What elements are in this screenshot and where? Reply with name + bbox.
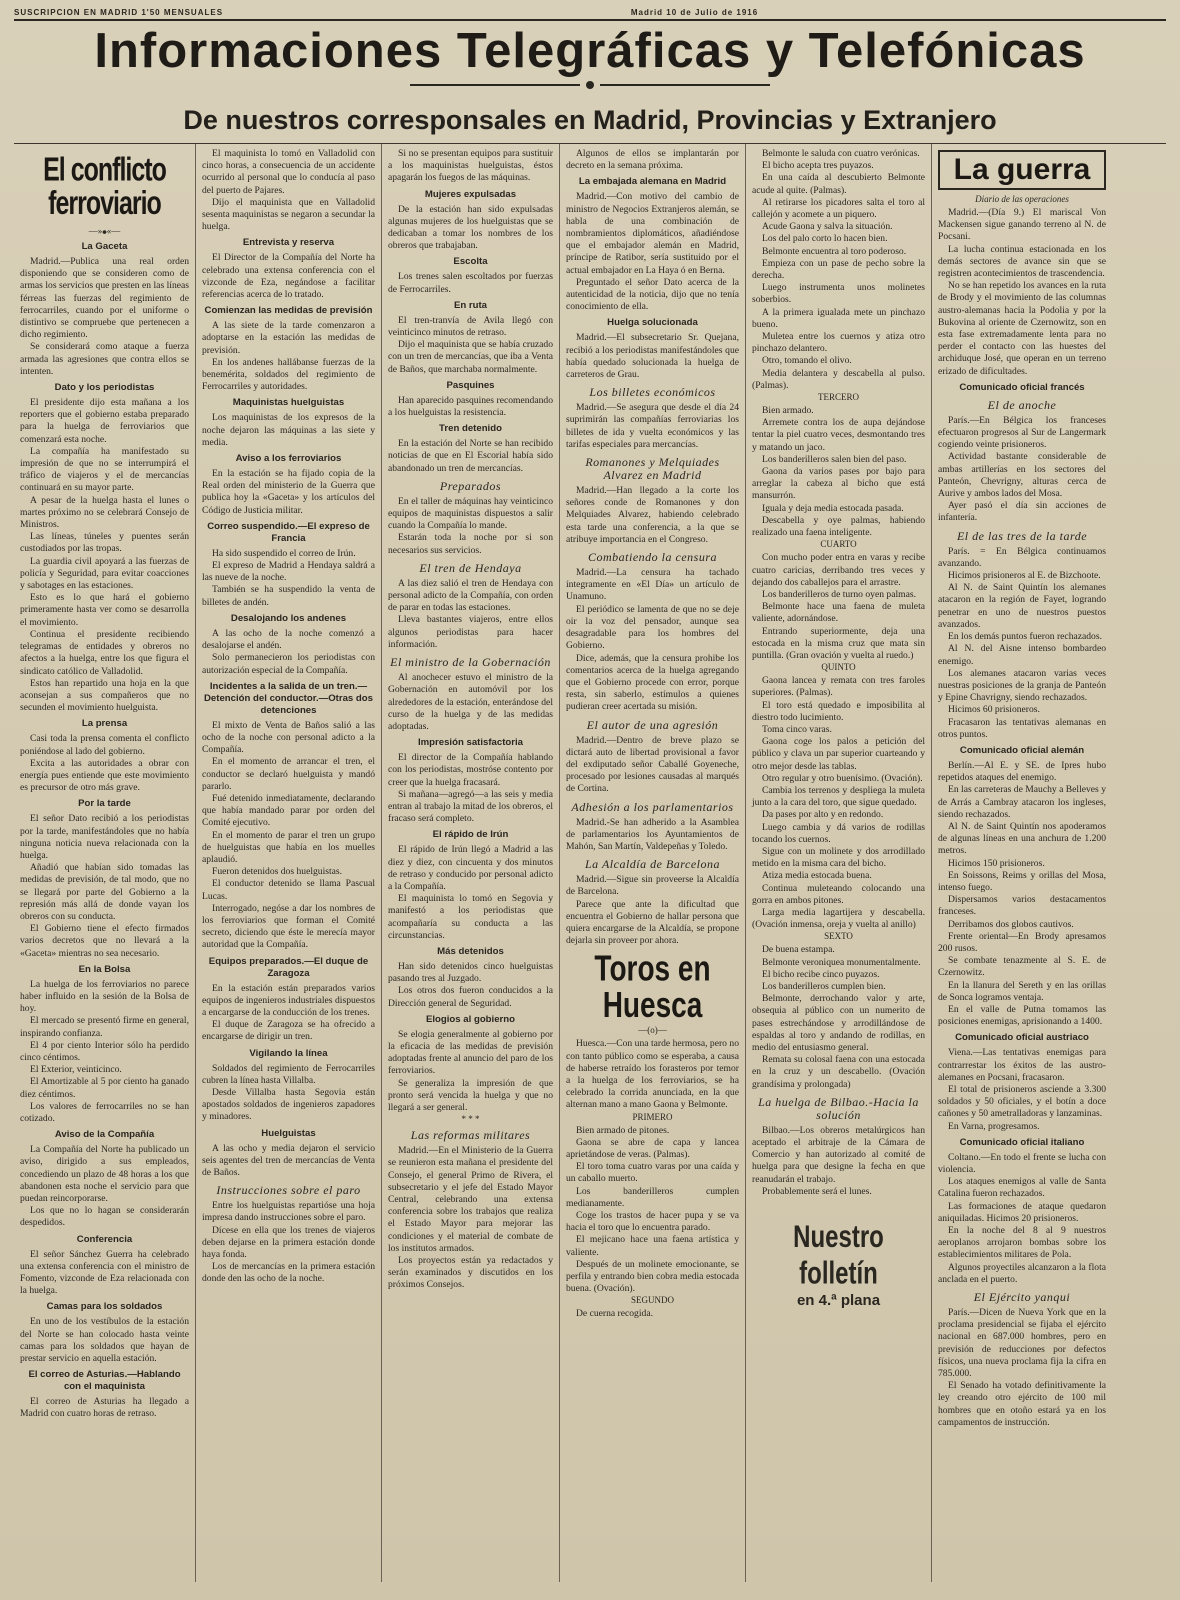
ornament-rule-icon	[410, 79, 770, 91]
paragraph: A las ocho y media dejaron el servicio seis agentes del tren de mercancías de Venta de Baños.	[202, 1142, 375, 1178]
subheading: Pasquines	[446, 379, 495, 391]
section-heading: Romanones y Melquiades Alvarez en Madrid	[585, 455, 720, 483]
paragraph: Al retirarse los picadores salta el toro al callejón y acomete a un piquero.	[752, 196, 925, 221]
paragraph: A la primera igualada mete un pinchazo bueno.	[752, 306, 925, 330]
paragraph: Los banderilleros de turno oyen palmas.	[762, 588, 916, 600]
paragraph: Madrid.—Con motivo del cambio de ministro de Negocios Extranjeros alemán, se habla de una combinación de nombramientos diplomáticos, añadiéndose que el embajador alemán en Madrid, príncipe de Ratibor, sería sustituido por el actual embajador en La Haya ó en Berna.	[566, 191, 739, 276]
bull-heading: CUARTO	[820, 539, 857, 550]
paragraph: Algunos de ellos se implantarán por decreto en la semana próxima.	[566, 148, 739, 172]
paragraph: Hicimos 60 prisioneros.	[948, 704, 1040, 716]
column-2	[196, 144, 382, 1582]
paragraph: En el valle de Putna tomamos las posiciones enemigas, aprisionando a 1400.	[938, 1003, 1106, 1028]
paragraph: El bicho acepta tres puyazos.	[762, 160, 874, 172]
paragraph: Empieza con un pase de pecho sobre la derecha.	[752, 257, 925, 282]
paragraph: El bicho recibe cinco puyazos.	[762, 968, 880, 980]
paragraph: Dijo el maquinista que en Valladolid sesenta maquinistas se negaron a secundar la huelga.	[202, 196, 375, 233]
subheading: Maquinistas huelguistas	[232, 397, 345, 409]
paragraph: A las siete de la tarde comenzaron a adoptarse en la estación las medidas de previsión.	[202, 320, 375, 356]
folletin-page: en 4.ª plana	[796, 1292, 881, 1310]
paragraph: Madrid.—Se asegura que desde el día 24 suprimirán las compañías ferroviarias los billetes de ida y vuelta económicos y las tarifas especiales para mercancías.	[566, 402, 739, 450]
section-masthead: Informaciones Telegráficas y Telefónicas	[94, 24, 1086, 78]
paragraph: De buena estampa.	[762, 944, 835, 956]
paragraph: Ayer pasó el día sin acciones de infantería.	[938, 500, 1106, 524]
paragraph: Fueron detenidos dos huelguistas.	[212, 866, 343, 878]
subheading: En ruta	[453, 299, 488, 311]
section-heading: El Ejército yanqui	[973, 1290, 1071, 1305]
paragraph: Otro, tomando el olivo.	[762, 355, 852, 367]
paragraph: El 4 por ciento Interior sólo ha perdido cinco céntimos.	[20, 1039, 189, 1063]
paragraph: Preguntado el señor Dato acerca de la autenticidad de la noticia, dijo que no tenía conocimiento de ella.	[566, 276, 739, 313]
paragraph: Madrid.—La censura ha tachado íntegramente en «El Día» un artículo de Unamuno.	[566, 567, 739, 603]
paragraph: Entre los huelguistas repartióse una hoja impresa dando instrucciones sobre el paro.	[202, 1200, 375, 1224]
paragraph: Los ataques enemigos al valle de Santa Catalina fueron rechazados.	[938, 1176, 1106, 1200]
paragraph: Soldados del regimiento de Ferrocarriles cubren la línea hasta Villalba.	[202, 1062, 375, 1086]
subheading: Tren detenido	[439, 423, 502, 435]
paragraph: En Soissons, Reims y orillas del Mosa, intenso fuego.	[938, 869, 1106, 893]
subheading: Mujeres expulsadas	[424, 188, 517, 200]
paragraph: Han sido detenidos cinco huelguistas pasando tres al Juzgado.	[388, 960, 553, 985]
paragraph: Remata su colosal faena con una estocada en la cruz y un descabello. (Ovación grandísima y prolongada)	[752, 1054, 925, 1090]
paragraph: Bilbao.—Los obreros metalúrgicos han aceptado el arbitraje de la Cámara de Comercio y han autorizado al comité de huelga para que designe la fecha en que reanudarán el trabajo.	[752, 1124, 925, 1185]
paragraph: Continua muleteando colocando una gorra en ambos pitones.	[752, 882, 925, 906]
paragraph: Coge los trastos de hacer pupa y se va hacia el toro que lo encuentra parado.	[566, 1210, 739, 1234]
paragraph: En la llanura del Sereth y en las orillas de Sonca logramos ventaja.	[938, 979, 1106, 1003]
paragraph: Desde Villalba hasta Segovia están apostados soldados de ingenieros zapadores y minadores.	[202, 1086, 375, 1123]
paragraph: Dícese en ella que los trenes de viajeros deben dejarse en la primera estación donde haya fonda.	[202, 1224, 375, 1261]
subheading: Por la tarde	[78, 798, 131, 810]
section-heading: El de las tres de la tarde	[956, 528, 1088, 543]
paragraph: Esto es lo que hará el gobierno primeramente hasta ver como se desarrolla el movimiento.	[20, 592, 189, 628]
subheading: La Gaceta	[81, 241, 128, 252]
paragraph: De cuerna recogida.	[576, 1308, 653, 1320]
subheading: Aviso a los ferroviarios	[235, 453, 342, 465]
subheading: Comunicado oficial alemán	[959, 744, 1085, 756]
paragraph: Al anochecer estuvo el ministro de la Gobernación en automóvil por los alrededores de la estación, enterándose del curso de la huelga y de las medidas adoptadas.	[388, 672, 553, 732]
paragraph: El toro está quedado e imposibilita al diestro todo lucimiento.	[752, 699, 925, 723]
paragraph: Al N. del Aisne intenso bombardeo enemigo.	[938, 643, 1106, 667]
bull-heading: TERCERO	[817, 392, 859, 403]
article-columns	[14, 143, 1166, 1582]
paragraph: Da pases por alto y en redondo.	[762, 809, 884, 821]
paragraph: A las ocho de la noche comenzó a desalojarse el andén.	[202, 627, 375, 652]
paragraph: También se ha suspendido la venta de billetes de andén.	[202, 584, 375, 608]
paragraph: No se han repetido los avances en la ruta de Brody y el movimiento de las columnas austro-alemanas hacia la Podolia y por la Bukovina al oriente de Czernowitz, son en esta fase extremadamente lenta para no perder el contacto con las huestes del archiduque José, que operan en un terreno erizado de dificultades.	[938, 280, 1106, 377]
paragraph: Al N. de Saint Quintín los alemanes atacaron en la región de Fayet, logrando penetrar en uno de nuestros puestos avanzados.	[938, 582, 1106, 630]
bull-heading: PRIMERO	[632, 1111, 673, 1122]
section-heading: Preparados	[439, 478, 502, 493]
paragraph: El Senado ha votado definitivamente la ley creando otro ejército de 100 mil hombres que en otoño estará ya en los campamentos de instrucción.	[938, 1380, 1106, 1428]
subheading: Aviso de la Compañía	[54, 1129, 155, 1141]
paragraph: Belmonte veroniquea monumentalmente.	[762, 956, 921, 968]
paragraph: Acude Gaona y salva la situación.	[762, 221, 893, 233]
paragraph: El señor Dato recibió a los periodistas por la tarde, manifestándoles que no había ninguna noticia nueva relacionada con la huelga.	[20, 813, 189, 861]
operations-caption: Diario de las operaciones	[975, 194, 1069, 204]
headline-conflicto: El conflicto ferroviario	[43, 150, 166, 223]
paragraph: Gaona se abre de capa y lancea aprietándose de veras. (Palmas).	[566, 1136, 739, 1160]
subheading: En la Bolsa	[78, 963, 131, 975]
paragraph: Los banderilleros cumplen medianamente.	[566, 1185, 739, 1209]
paragraph: Hicimos prisioneros al E. de Bizchoote.	[948, 570, 1101, 582]
bull-heading: SEXTO	[824, 931, 853, 942]
paragraph: El toro toma cuatro varas por una caída y un caballo muerto.	[566, 1161, 739, 1185]
column-5	[746, 144, 932, 1582]
paragraph: Dijo el maquinista que se había cruzado con un tren de mercancías, que iba a Venta de Baños, que marchaba normalmente.	[388, 339, 553, 375]
paragraph: Ha sido suspendido el correo de Irún.	[212, 547, 356, 559]
paragraph: Parece que ante la dificultad que encuentra el Gobierno de hallar persona que quiera encargarse de la Alcaldía, se propone dejarla sin proveer por ahora.	[566, 898, 739, 947]
paragraph: Solo permanecieron los periodistas con autorización especial de la Compañía.	[202, 652, 375, 676]
paragraph: Se combate tenazmente al S. E. de Czernowitz.	[938, 955, 1106, 979]
subheading: Camas para los soldados	[46, 1301, 163, 1313]
paragraph: Con mucho poder entra en varas y recibe cuatro caricias, derribando tres veces y dejando dos caballejos para el arrastre.	[752, 552, 925, 588]
section-heading: Los billetes económicos	[589, 385, 716, 400]
paragraph: El Gobierno tiene el efecto firmados varios decretos que no llevará a la «Gaceta» mientras no sea necesario.	[20, 923, 189, 959]
paragraph: Después de un molinete emocionante, se perfila y entrando bien cobra media estocada buena. (Ovación).	[566, 1258, 739, 1295]
paragraph: Estarán toda la noche por si son necesarios sus servicios.	[388, 532, 553, 556]
paragraph: Dice, además, que la censura prohibe los comentarios acerca de la huelga agregando que el Gobierno procede con error, porque resta, sin saberlo, estímulos a quienes pudieran creer acertada su misión.	[566, 652, 739, 713]
section-heading: Adhesión a los parlamentarios	[571, 799, 734, 814]
paragraph: Iguala y deja media estocada pasada.	[762, 502, 904, 514]
paragraph: Continua el presidente recibiendo telegramas de entidades y obreros no afectos a la huelga, entre los que figura el sindicato católico de Valladolid.	[20, 628, 189, 677]
paragraph: En la estación se ha fijado copia de la Real orden del ministerio de la Guerra que publica hoy la «Gaceta» y los artículos del Código de Justicia militar.	[202, 468, 375, 516]
paragraph: La Compañía del Norte ha publicado un aviso, dirigido a sus empleados, concediendo un plazo de 48 horas a los que abandonen esta noche el servicio para que puedan reincorporarse.	[20, 1144, 189, 1205]
paragraph: Lleva bastantes viajeros, entre ellos algunos periodistas para hacer información.	[388, 614, 553, 650]
subheading: Impresión satisfactoria	[417, 737, 524, 749]
paragraph: Madrid.—Dentro de breve plazo se dictará auto de libertad provisional a favor del exdiputado señor Caballé Goyeneche, procesado por lesiones causadas al marqués de Cortina.	[566, 734, 739, 795]
paragraph: Belmonte hace una faena de muleta valiente, adornándose.	[752, 601, 925, 625]
paragraph: Madrid.—Han llegado a la corte los señores conde de Romanones y don Melquiades Alvarez, habiendo celebrado esta tarde una conferencia, a la que se atribuye importancia en el Congreso.	[566, 485, 739, 545]
section-heading: Combatiendo la censura	[588, 550, 717, 565]
section-heading: Las reformas militares	[410, 1128, 531, 1143]
section-heading: La huelga de Bilbao.-Hacia la solución	[758, 1094, 919, 1122]
paragraph: El Amortizable al 5 por ciento ha ganado diez céntimos.	[20, 1076, 189, 1100]
paragraph: El maquinista lo tomó en Valladolid con cinco horas, a consecuencia de un accidente ocurrido al personal que lo conducía al paso del puerto de Pajares.	[202, 148, 375, 196]
paragraph: El tren-tranvía de Avila llegó con veinticinco minutos de retraso.	[388, 314, 553, 339]
paragraph: Otro regular y otro buenísimo. (Ovación).	[762, 772, 923, 784]
section-heading: El ministro de la Gobernación	[390, 655, 551, 670]
subheading: Entrevista y reserva	[242, 237, 335, 249]
paragraph: Probablemente será el lunes.	[762, 1185, 872, 1197]
subheading: Equipos preparados.—El duque de Zaragoza	[208, 955, 369, 979]
subheading: Escolta	[453, 256, 488, 268]
paragraph: Casi toda la prensa comenta el conflicto poniéndose al lado del gobierno.	[20, 733, 189, 757]
paragraph: Han aparecido pasquines recomendando a los huelguistas la resistencia.	[388, 394, 553, 419]
paragraph: El maquinista lo tomó en Segovia y manifestó a los periodistas que acompañaría su conducta a las circunstancias.	[388, 893, 553, 941]
paragraph: El señor Sánchez Guerra ha celebrado una extensa conferencia con el ministro de Fomento, vizconde de Eza relacionada con la huelga.	[20, 1248, 189, 1297]
paragraph: El periódico se lamenta de que no se deje oir la voz del pensador, aunque sea desagradable para los hombres del Gobierno.	[566, 603, 739, 652]
paragraph: Muletea entre los cuernos y atiza otro pinchazo delantero.	[752, 331, 925, 355]
section-heading: El de anoche	[987, 397, 1057, 412]
paragraph: Las formaciones de ataque quedaron aniquiladas. Hicimos 20 prisioneros.	[938, 1200, 1106, 1224]
paragraph: Berlín.—Al E. y SE. de Ipres hubo repetidos ataques del enemigo.	[938, 759, 1106, 784]
paragraph: Viena.—Las tentativas enemigas para contrarrestar los éxitos de las austro-alemanes en Pocsani, fracasaron.	[938, 1047, 1106, 1083]
paragraph: Arremete contra los de aupa dejándose tentar la piel cuatro veces, desmontando tres y matando un jaco.	[752, 417, 925, 453]
folletin-title: Nuestro folletín	[793, 1219, 884, 1292]
paragraph: La compañía ha manifestado su impresión de que no se interrumpirá el tráfico de viajeros y el de mercancías continuará en su mayor parte.	[20, 445, 189, 494]
paragraph: Belmonte, derrochando valor y arte, obsequia al público con un numerito de pases estrechándose y arrodillándose de espaldas al toro y andando de rodillas, en medio del entusiasmo general.	[752, 993, 925, 1054]
paragraph: El correo de Asturias ha llegado a Madrid con cuatro horas de retraso.	[20, 1396, 189, 1420]
subheading: Comunicado oficial francés	[959, 381, 1085, 393]
bull-heading: QUINTO	[821, 662, 856, 673]
paragraph: Añadió que habían sido tomadas las medidas de previsión, de tal modo, que no se llegará por parte del Gobierno a la represión más allá de donde vayan los obreros con su conducta.	[20, 862, 189, 922]
paragraph: En la noche del 8 al 9 nuestros aeroplanos arrojaron bombas sobre los establecimientos militares de Pola.	[938, 1225, 1106, 1261]
subheading: Correo suspendido.—El expreso de Francia	[207, 520, 370, 544]
paragraph: Se elogia generalmente al gobierno por la eficacia de las medidas de previsión adoptadas frente al anuncio del paro de los ferroviarios.	[388, 1028, 553, 1077]
folletin-notice	[754, 1219, 924, 1312]
paragraph: El duque de Zaragoza se ha ofrecido a encargarse de dirigir un tren.	[202, 1019, 375, 1043]
subheading: Huelguistas	[261, 1127, 316, 1139]
paragraph: En el momento de arrancar el tren, el conductor se declaró huelguista y mandó pararlo.	[202, 756, 375, 792]
section-heading: El tren de Hendaya	[419, 560, 522, 575]
paragraph: En el taller de máquinas hay veinticinco equipos de maquinistas dispuestos a salir cuando la Compañía lo mande.	[388, 495, 553, 532]
paragraph: Madrid.—El subsecretario Sr. Quejana, recibió a los periodistas manifestándoles que había quedado solucionada la huelga de carreteros de Grau.	[566, 332, 739, 381]
paragraph: Las líneas, túneles y puentes serán custodiados por las tropas.	[20, 531, 189, 555]
paragraph: Si no se presentan equipos para sustituir a los maquinistas huelguistas, éstos apagarán los fuegos de las máquinas.	[388, 148, 553, 184]
paragraph: Fracasaron las tentativas alemanas en otros puntos.	[938, 716, 1106, 740]
headline-toros: Toros en Huesca	[594, 948, 711, 1026]
paragraph: Se generaliza la impresión de que pronto será vencida la huelga y que no llegará a ser general.	[388, 1077, 553, 1113]
paragraph: Frente oriental—En Brody apresamos 200 rusos.	[938, 930, 1106, 954]
column-3	[382, 144, 560, 1582]
paragraph: El expreso de Madrid a Hendaya saldrá a las nueve de la noche.	[202, 560, 375, 584]
issue-date: Madrid 10 de Julio de 1916	[630, 8, 759, 17]
paragraph: Toma cinco varas.	[762, 723, 832, 735]
paragraph: Los otros dos fueron conducidos a la Dirección general de Seguridad.	[388, 985, 553, 1009]
paragraph: Larga media lagartijera y descabella. (Ovación inmensa, oreja y vuelta al anillo)	[752, 906, 925, 931]
paragraph: Entrando superiormente, deja una estocada en la misma cruz que mata sin puntilla. (Gran ovación y vuelta al ruedo.)	[752, 625, 925, 661]
paragraph: Bien armado.	[762, 405, 814, 417]
paragraph: Dispersamos varios destacamentos franceses.	[938, 894, 1106, 918]
paragraph: Se considerará como ataque a fuerza armada las agresiones que contra ellos se intenten.	[20, 341, 189, 377]
separator: —(o)—	[638, 1025, 667, 1036]
paragraph: Coltano.—En todo el frente se lucha con violencia.	[938, 1151, 1106, 1176]
subheading: Más detenidos	[437, 945, 504, 957]
paragraph: En los demás puntos fueron rechazados.	[948, 631, 1102, 643]
paragraph: Los de mercancías en la primera estación donde den las ocho de la noche.	[202, 1261, 375, 1285]
paragraph: Cambia los terrenos y despliega la muleta junto a la cara del toro, que sigue quedado.	[752, 784, 925, 809]
paragraph: Belmonte encuentra al toro poderoso.	[762, 245, 907, 257]
paragraph: Madrid.—En el Ministerio de la Guerra se reunieron esta mañana el presidente del Consejo, el general Primo de Rivera, el subsecretario y el jefe del Estado Mayor Central, celebrando una extensa conferencia sobre los trabajos que realiza el Estado Mayor para mejorar las condiciones y el material de combate de los institutos armados.	[388, 1145, 553, 1254]
column-6	[932, 144, 1112, 1582]
paragraph: El Exterior, veinticinco.	[30, 1064, 122, 1076]
subheading: El correo de Asturias.—Hablando con el maquinista	[28, 1369, 181, 1393]
paragraph: París. = En Bélgica continuamos avanzando.	[938, 545, 1106, 569]
top-strip	[14, 8, 1166, 21]
paragraph: En el momento de parar el tren un grupo de huelguistas que había en los muelles aplaudió.	[202, 829, 375, 865]
subheading: Elogios al gobierno	[425, 1013, 515, 1025]
section-heading: Instrucciones sobre el paro	[216, 1183, 361, 1198]
paragraph: Huesca.—Con una tarde hermosa, pero no con tanto público como se esperaba, a causa de haberse retraído los forasteros por temor a la huelga de los ferroviarios, se ha celebrado la corrida anunciada, en la que alternan mano a mano Gaona y Belmonte.	[566, 1038, 739, 1111]
paragraph: Interrogado, negóse a dar los nombres de los ferroviarios que forman el Comité secreto, diciendo que éste le merecía mayor autoridad que la Compañía.	[202, 902, 375, 951]
paragraph: A las diez salió el tren de Hendaya con personal adicto de la Compañía, con orden de parar en todas las estaciones.	[388, 577, 553, 614]
paragraph: Atiza media estocada buena.	[762, 870, 872, 882]
paragraph: Descabella y oye palmas, habiendo realizado una faena inteligente.	[752, 514, 925, 539]
paragraph: Madrid.-Se han adherido a la Asamblea de parlamentarios los Ayuntamientos de Mahón, San Martín, Valdepeñas y Toledo.	[566, 816, 739, 852]
paragraph: Los proyectos están ya redactados y serán examinados y discutidos en los próximos Consejos.	[388, 1255, 553, 1291]
paragraph: Los trenes salen escoltados por fuerzas de Ferrocarriles.	[388, 271, 553, 295]
paragraph: Madrid.—(Día 9.) El mariscal Von Mackensen sigue ganando terreno al N. de Pocsani.	[938, 207, 1106, 243]
paragraph: En las carreteras de Mauchy a Belleves y de Arrás a Cambray atacaron los ingleses, siendo rechazados.	[938, 784, 1106, 820]
paragraph: Si mañana—agregó—a las seis y media entran al trabajo la mitad de los obreros, el fracaso será completo.	[388, 788, 553, 825]
subheading: Incidentes a la salida de un tren.—Detención del conductor.—Otras dos detenciones	[204, 680, 373, 716]
paragraph: La guardia civil apoyará a las fuerzas de policía y Seguridad, para evitar coacciones y sabotages en las estaciones.	[20, 555, 189, 592]
section-heading: La Alcaldía de Barcelona	[585, 857, 720, 872]
paragraph: Luego instrumenta unos molinetes soberbios.	[752, 282, 925, 306]
paragraph: Actividad bastante considerable de ambas artillerías en los sectores del Panteón, Chevrigny, alturas cerca de Aurive y ambos lados del Mosa.	[938, 451, 1106, 500]
subheading: Desalojando los andenes	[230, 612, 347, 624]
paragraph: Madrid.—Sigue sin proveerse la Alcaldía de Barcelona.	[566, 874, 739, 898]
subheading: El rápido de Irún	[432, 829, 509, 841]
paragraph: Sigue con un molinete y dos arrodillado metido en la misma cara del bicho.	[752, 845, 925, 870]
paragraph: Los banderilleros cumplen bien.	[762, 981, 886, 992]
column-4	[560, 144, 746, 1582]
paragraph: La huelga de los ferroviarios no parece haber influido en la sesión de la Bolsa de hoy.	[20, 978, 189, 1015]
paragraph: Gaona coge los palos a petición del público y clava un par superior cuarteando y otro mejor desde las tablas.	[752, 736, 925, 772]
subscription-note: SUSCRIPCION EN MADRID 1'50 MENSUALES	[14, 8, 224, 17]
paragraph: El presidente dijo esta mañana a los reporters que el gobierno estaba preparado para la huelga de ferroviarios que comenzará esta noche.	[20, 397, 189, 445]
paragraph: Al N. de Saint Quintín nos apoderamos de algunas líneas en una anchura de 1.200 metros.	[938, 820, 1106, 857]
paragraph: Los alemanes atacaron varias veces nuestras posiciones de la granja de Panteón y Epine Chavrigny, siendo rechazados.	[938, 667, 1106, 704]
subheading: Comienzan las medidas de previsión	[204, 305, 373, 317]
paragraph: Gaona lancea y remata con tres faroles superiores. (Palmas).	[752, 675, 925, 699]
paragraph: El mixto de Venta de Baños salió a las ocho de la noche con personal adicto a la Compañía.	[202, 719, 375, 756]
bull-heading: SEGUNDO	[630, 1295, 674, 1306]
subheading: Huelga solucionada	[607, 317, 698, 329]
paragraph: En Varna, progresamos.	[948, 1120, 1040, 1132]
paragraph: Los del palo corto lo hacen bien.	[762, 233, 888, 245]
subheading: Vigilando la línea	[249, 1047, 328, 1059]
paragraph: Estos han repartido una hoja en la que aconsejan a sus compañeros que no secunden el movimiento huelguista.	[20, 677, 189, 714]
paragraph: La lucha continua estacionada en los demás sectores de avance sin que se registren acontecimientos de trascendencia.	[938, 243, 1106, 280]
paragraph: El conductor detenido se llama Pascual Lucas.	[202, 878, 375, 902]
paragraph: Belmonte le saluda con cuatro verónicas.	[762, 148, 920, 159]
paragraph: En los andenes hallábanse fuerzas de la benemérita, soldados del regimiento de Ferrocarriles y autoridades.	[202, 356, 375, 393]
paragraph: El rápido de Irún llegó a Madrid a las diez y diez, con cincuenta y dos minutos de retraso y conducido por personal adicto a la Compañía.	[388, 844, 553, 892]
subheading: Conferencia	[76, 1233, 133, 1245]
paragraph: Algunos proyectiles alcanzaron a la flota anclada en el puerto.	[938, 1261, 1106, 1285]
paragraph: En uno de los vestíbulos de la estación del Norte se han colocado hasta veinte camas para los soldados que hayan de prestar servicio en aquella estación.	[20, 1316, 189, 1365]
paragraph: Excita a las autoridades a obrar con energía pues entiende que este movimiento es precursor de otro más grave.	[20, 757, 189, 794]
paragraph: Bien armado de pitones.	[576, 1124, 670, 1136]
paragraph: En la estación del Norte se han recibido noticias de que en El Escorial había sido abandonado un tren de mercancías.	[388, 438, 553, 474]
paragraph: Los valores de ferrocarriles no se han cotizado.	[20, 1100, 189, 1124]
paragraph: Los que no lo hagan se considerarán despedidos.	[20, 1205, 189, 1229]
subheading: Dato y los periodistas	[54, 382, 155, 394]
subheading: Comunicado oficial austriaco	[955, 1032, 1089, 1044]
column-1	[14, 144, 196, 1582]
paragraph: París.—En Bélgica los franceses efectuaron progresos al Sur de Langermark cogiendo veinte prisioneros.	[938, 414, 1106, 451]
paragraph: El mejicano hace una faena artística y valiente.	[566, 1234, 739, 1258]
paragraph: El director de la Compañía hablando con los periodistas, mostróse contento por creer que la huelga fracasará.	[388, 752, 553, 788]
subheading: La embajada alemana en Madrid	[578, 176, 727, 188]
paragraph: En una caída al descubierto Belmonte acude al quite. (Palmas).	[752, 172, 925, 196]
paragraph: Los banderilleros salen bien del paso.	[762, 453, 907, 465]
paragraph: Media delantera y descabella al pulso. (Palmas).	[752, 367, 925, 391]
paragraph: Hicimos 150 prisioneros.	[948, 857, 1045, 869]
paragraph: Luego cambia y dá varios de rodillas tocando los cuernos.	[752, 821, 925, 845]
paragraph: El Director de la Compañía del Norte ha celebrado una extensa conferencia con el vizconde de Eza, negándose a facilitar referencias acerca de lo tratado.	[202, 252, 375, 301]
subheading: La prensa	[81, 718, 128, 730]
section-heading: El autor de una agresión	[586, 717, 719, 732]
section-subheading: De nuestros corresponsales en Madrid, Provincias y Extranjero	[183, 105, 997, 135]
paragraph: Los maquinistas de los expresos de la noche dejaron las máquinas a las siete y media.	[202, 412, 375, 448]
paragraph: De la estación han sido expulsadas algunas mujeres de los huelguistas que se dedicaban a tomar los nombres de los obreros que trabajaban.	[388, 203, 553, 252]
paragraph: A pesar de la huelga hasta el lunes o martes próximo no se celebrará Consejo de Ministros.	[20, 494, 189, 531]
paragraph: Fué detenido inmediatamente, declarando que había mandado parar por orden del Comité ejecutivo.	[202, 792, 375, 829]
separator: —»⦁«—	[88, 226, 121, 236]
paragraph: Derribamos dos globos cautivos.	[948, 918, 1074, 930]
paragraph: El mercado se presentó firme en general, inspirando confianza.	[20, 1015, 189, 1039]
headline-guerra: La guerra	[938, 150, 1106, 190]
paragraph: Madrid.—Publica una real orden disponiendo que se consideren como de armas los servicios que presten en las líneas férreas las fuerzas del regimiento de ferrocarriles, cuando por el uniforme o distintivo se compruebe que pertenecen a dicho regimiento.	[20, 256, 189, 341]
paragraph: Gaona da varios pases por bajo para arreglar la cabeza al bicho que está mansurrón.	[752, 466, 925, 502]
subheading: Comunicado oficial italiano	[959, 1136, 1085, 1148]
paragraph: París.—Dicen de Nueva York que en la proclama presidencial se fijaba el ejército nacional en 687.000 hombres, pero en previsión de reducciones por defectos físicos, una nueva proclama fija la cifra en 785.000.	[938, 1307, 1106, 1380]
paragraph: El total de prisioneros asciende a 3.300 soldados y 50 oficiales, y el botín a doce cañones y 50 ametralladoras y lanzaminas.	[938, 1084, 1106, 1120]
stars-separator: * * *	[461, 1114, 480, 1125]
paragraph: En la estación están preparados varios equipos de ingenieros industriales dispuestos a encargarse de la conducción de los trenes.	[202, 982, 375, 1018]
